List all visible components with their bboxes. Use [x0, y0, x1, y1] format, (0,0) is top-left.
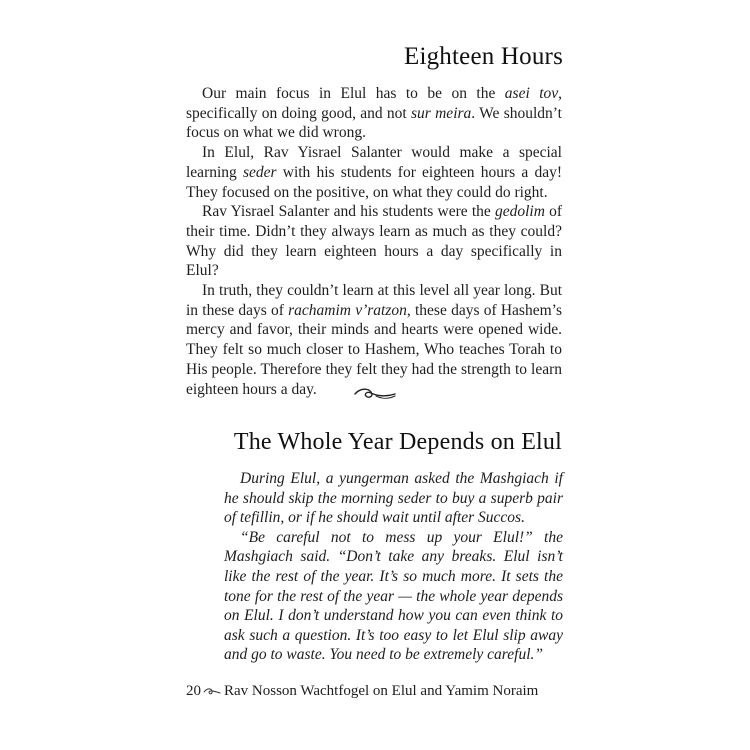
- page-number: 20: [186, 683, 201, 699]
- body-paragraph: [186, 281, 562, 399]
- text-run: with his students for eighteen hours a day! They focused on the positive, on what they could do right.: [186, 163, 562, 201]
- italic-term: rachamim v’ratzon: [288, 301, 407, 319]
- text-run: , these days of Hashem’s mercy and favor, their minds and hearts were opened wide. They felt so much closer to Hashem, Who teaches Torah to His people. Therefore they felt they had the strength to learn eighteen hours a day.: [186, 301, 562, 398]
- italic-term: sur meira: [411, 104, 472, 122]
- text-run: of their time. Didn’t they always learn as much as they could? Why did they learn eighteen hours a day specifically in Elul?: [186, 203, 562, 280]
- text-run: . We shouldn’t focus on what we did wrong.: [186, 104, 562, 142]
- text-run: Our main focus in Elul has to be on the: [202, 85, 505, 102]
- text-run: In truth, they couldn’t learn at this level all year long. But in these days of: [186, 282, 562, 319]
- running-book-title: Rav Nosson Wachtfogel on Elul and Yamim Noraim: [224, 683, 539, 699]
- section-title-eighteen-hours: Eighteen Hours: [403, 43, 563, 70]
- italic-term: gedolim: [494, 203, 545, 221]
- page-footer: [186, 681, 538, 701]
- italic-term: asei tov: [504, 85, 559, 102]
- text-run: In Elul, Rav Yisrael Salanter would make a special learning: [186, 144, 562, 181]
- italic-term: seder: [242, 163, 277, 181]
- quote-paragraph: During Elul, a yungerman asked the Mashgiach if he should skip the morning seder to buy a superb pair of tefillin, or if he should wait until after Succos.: [224, 470, 563, 527]
- section-title-whole-year: The Whole Year Depends on Elul: [233, 429, 562, 455]
- text-run: Rav Yisrael Salanter and his students were the: [202, 203, 495, 221]
- body-paragraph: [186, 202, 562, 281]
- section-divider-ornament-icon: [352, 385, 398, 403]
- body-paragraph: [186, 84, 562, 143]
- body-paragraph: [186, 143, 562, 202]
- text-run: , specifically on doing good, and not: [186, 85, 563, 122]
- quote-paragraph: “Be careful not to mess up your Elul!” the Mashgiach said. “Don’t take any breaks. Elul isn’t like the rest of the year. It’s so much more. It sets the tone for the rest of the year — the whole year depends on Elul. I don’t understand how you can even think to ask such a question. It’s too easy to let Elul slip away and go to waste. You need to be extremely careful.”: [224, 528, 563, 664]
- footer-flourish-icon: [203, 687, 221, 697]
- section-body-eighteen-hours: [186, 84, 562, 399]
- anecdote-quote-block: [224, 469, 563, 665]
